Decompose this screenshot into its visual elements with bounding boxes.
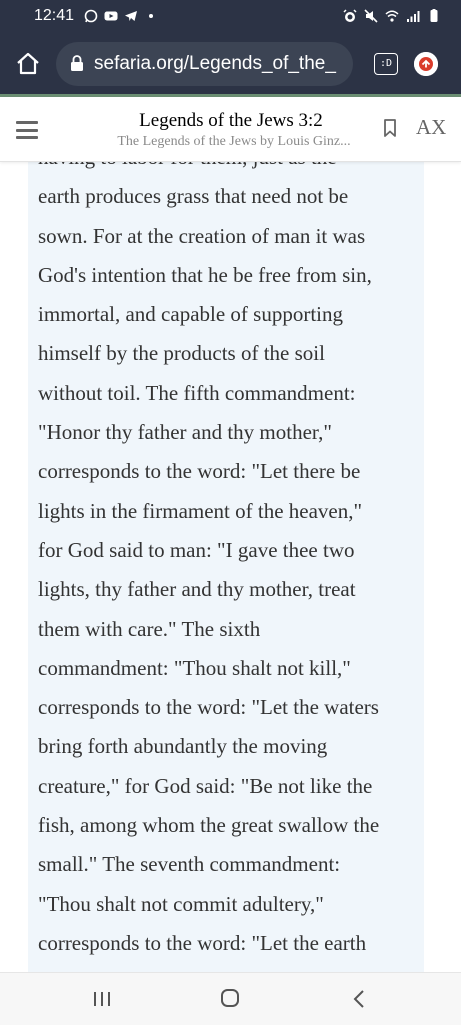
update-arrow-icon [414, 52, 438, 76]
back-icon[interactable] [352, 989, 366, 1009]
youtube-icon [104, 9, 118, 23]
text-line: sown. For at the creation of man it was [38, 223, 366, 248]
status-bar [0, 0, 461, 34]
text-line: bring forth abundantly the moving [38, 734, 328, 759]
home-button-icon[interactable] [220, 988, 240, 1008]
text-line: God's intention that he be free from sin, [38, 262, 372, 287]
tab-switcher-button[interactable]: :D [374, 53, 398, 75]
text-line: himself by the products of the soil [38, 341, 325, 366]
page-title[interactable]: Legends of the Jews 3:2 [139, 110, 323, 131]
text-line: "Honor thy father and thy mother," [38, 420, 332, 445]
text-line: fish, among whom the great swallow the [38, 813, 380, 838]
recent-apps-icon[interactable] [92, 990, 112, 1008]
font-settings-button[interactable]: AX [416, 115, 447, 139]
text-line: them with care." The sixth [38, 616, 261, 641]
text-line: corresponds to the word: "Let the waters [38, 695, 379, 720]
dot-icon [144, 9, 158, 23]
telegram-icon [124, 9, 138, 23]
browser-chrome [0, 0, 461, 96]
address-bar[interactable] [56, 42, 353, 86]
text-line: lights, thy father and thy mother, treat [38, 577, 356, 602]
wifi-icon [385, 9, 399, 23]
text-line: "Thou shalt not commit adultery," [38, 891, 324, 916]
text-line: corresponds to the word: "Let there be [38, 459, 361, 484]
text-line: corresponds to the word: "Let the earth [38, 930, 367, 955]
url-text: sefaria.org/Legends_of_the_ [94, 53, 336, 74]
page-subtitle: The Legends of the Jews by Louis Ginz... [117, 134, 351, 149]
mute-icon [364, 9, 378, 23]
text-line: creature," for God said: "Be not like the [38, 773, 373, 798]
text-line: lights in the firmament of the heaven," [38, 498, 363, 523]
status-time: 12:41 [34, 7, 75, 24]
reading-content [0, 161, 461, 972]
system-nav-bar [0, 972, 461, 1025]
lock-icon [70, 55, 84, 71]
text-line: earth produces grass that need not be [38, 184, 349, 209]
text-line: immortal, and capable of supporting [38, 302, 344, 327]
text-line: for God said to man: "I gave thee two [38, 537, 355, 562]
text-line: commandment: "Thou shalt not kill," [38, 655, 351, 680]
text-line: small." The seventh commandment: [38, 852, 341, 877]
alarm-icon [343, 9, 357, 23]
segment-text [38, 138, 428, 963]
browser-menu-button[interactable] [414, 52, 438, 76]
menu-icon[interactable] [16, 121, 38, 139]
home-icon[interactable] [14, 50, 42, 78]
text-line: without toil. The fifth commandment: [38, 380, 356, 405]
reader-header [0, 97, 461, 162]
signal-icon [406, 9, 420, 23]
bookmark-icon[interactable] [384, 119, 396, 137]
battery-icon [427, 9, 441, 23]
whatsapp-icon [84, 9, 98, 23]
browser-toolbar [0, 40, 461, 90]
